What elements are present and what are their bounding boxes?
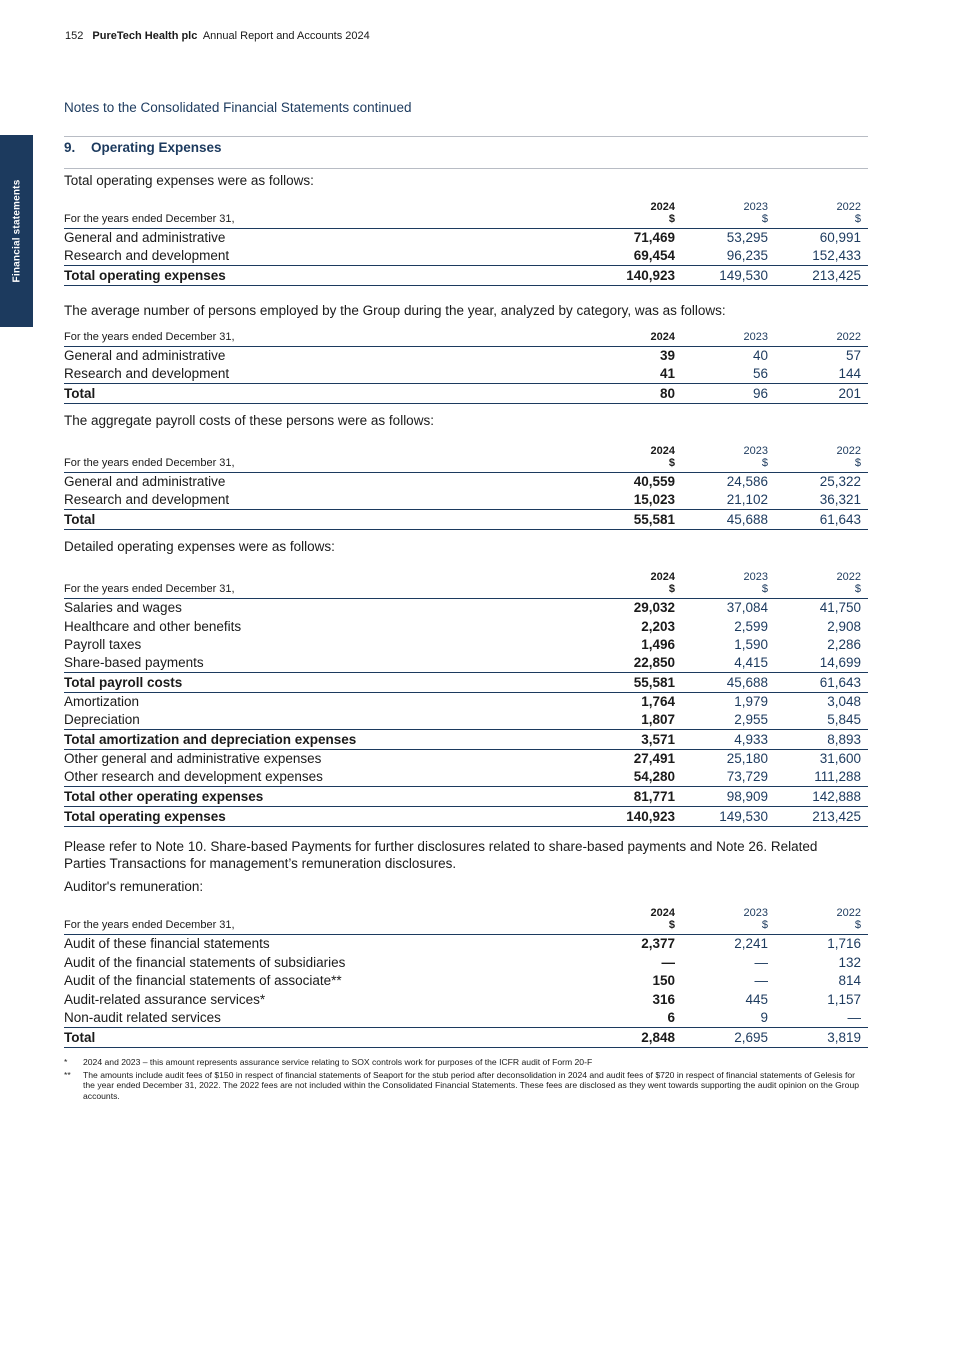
row-label: Audit of the financial statements of associate** [64,973,342,988]
table-row [64,750,868,769]
currency-label: $ [854,213,861,225]
total-row [64,384,868,404]
value-2024: 71,469 [633,230,675,245]
value-2023: 56 [752,366,768,381]
value-2024: 69,454 [633,248,675,263]
footnote-mark: * [64,1057,68,1067]
value-2022: 60,991 [819,230,861,245]
row-label: Research and development [64,366,230,381]
value-2022: 31,600 [819,751,861,766]
year-2022-header [768,907,868,935]
table-header-row [64,445,868,473]
footnote-mark: ** [64,1069,71,1080]
year-2024-header [595,571,675,599]
year-2022-header [768,571,868,599]
value-2022: — [847,1009,861,1025]
value-2024: 2,377 [641,936,675,951]
table-header-row [64,331,868,347]
currency-label: $ [668,919,675,931]
refer-paragraph: Please refer to Note 10. Share-based Payments for further disclosures related to share-based payments and Note 26. Related Parties Transactions for management’s remuneration disclosures. [64,839,818,871]
value-2024: 54,280 [633,769,675,784]
column-label-header: For the years ended December 31, [64,907,595,935]
value-2024: 40,559 [633,474,675,489]
value-2022: 814 [838,973,861,988]
table2-intro: The average number of persons employed by the Group during the year, analyzed by category, was as follows: [64,303,726,318]
running-header [65,30,370,42]
total-row [64,1027,868,1047]
row-label: Other general and administrative expenses [64,751,322,766]
table-row [64,247,868,266]
row-label: Share-based payments [64,655,204,670]
table1-intro: Total operating expenses were as follows: [64,173,314,188]
value-2022: 61,643 [768,510,868,530]
year-2023-header [675,571,768,599]
value-2022: 5,845 [827,712,861,727]
company-name: PureTech Health plc [92,30,198,42]
value-2024: — [661,954,675,970]
auditor-remuneration-table [64,907,868,1048]
table-header-row [64,201,868,229]
column-label-header: For the years ended December 31, [64,571,595,599]
value-2024: 6 [667,1009,675,1025]
value-2023: — [754,954,768,970]
year-label: 2023 [743,445,768,457]
value-2023: 4,415 [734,655,768,670]
row-label: Salaries and wages [64,600,182,615]
row-label: Total [64,1027,595,1047]
row-label: Research and development [64,492,230,507]
year-2024-header: 2024 [595,331,675,347]
year-2023-header: 2023 [675,331,768,347]
table-row [64,654,868,673]
value-2022: 3,048 [827,694,861,709]
value-2023: 73,729 [726,769,768,784]
value-2022: 2,908 [827,618,861,634]
value-2023: 96,235 [726,248,768,263]
currency-label: $ [668,457,675,469]
total-row [64,807,868,827]
table-header-row [64,907,868,935]
value-2024: 150 [652,973,675,988]
value-2023: 9 [760,1009,768,1025]
table-row [64,599,868,618]
value-2024: 316 [652,991,675,1007]
row-label: Audit of the financial statements of subsidiaries [64,954,346,970]
currency-label: $ [854,919,861,931]
value-2023: 1,979 [734,694,768,709]
value-2024: 55,581 [595,673,675,693]
value-2024: 1,807 [641,712,675,727]
page-number: 152 [65,30,84,42]
row-label: Other research and development expenses [64,769,323,784]
value-2023: 45,688 [675,510,768,530]
payroll-table [64,445,868,530]
value-2022: 57 [845,348,861,363]
value-2023: 53,295 [726,230,768,245]
year-2024-header [595,907,675,935]
row-label: Total [64,510,595,530]
value-2022: 111,288 [814,769,861,784]
row-label: General and administrative [64,230,226,245]
year-2023-header [675,201,768,229]
table-row [64,473,868,492]
currency-label: $ [668,583,675,595]
currency-label: $ [854,457,861,469]
table-row [64,972,868,991]
subtotal-row [64,673,868,693]
footnote-2 [64,1070,864,1102]
value-2022: 8,893 [768,730,868,750]
row-label: Total other operating expenses [64,787,595,807]
table3-intro: The aggregate payroll costs of these persons were as follows: [64,413,434,428]
table-row [64,347,868,366]
section-side-tab [0,135,33,327]
value-2023: 1,590 [734,637,768,652]
detailed-opex-table [64,571,868,827]
value-2024: 1,764 [641,694,675,709]
footnote-text: The amounts include audit fees of $150 in respect of financial statements of Seaport for the stub period after deconsolidation in 2024 and audit fees of $720 in respect of financial statements of Gelesis for the year ended December 31, 2022. The 2022 fees are not included within the Consolidated Financial Statements. These fees are disclosed as they went towards supporting the audit opinion on the Group accounts. [83,1069,859,1101]
value-2023: 149,530 [675,807,768,827]
value-2022: 1,716 [827,936,861,951]
value-2023: 40 [752,348,768,363]
currency-label: $ [854,583,861,595]
table-row [64,768,868,787]
row-label: Total operating expenses [64,807,595,827]
row-label: Audit-related assurance services* [64,991,266,1007]
value-2022: 132 [838,954,861,970]
section-title: Operating Expenses [91,140,222,155]
year-label: 2022 [836,907,861,919]
value-2024: 15,023 [633,492,675,507]
row-label: Payroll taxes [64,637,142,652]
value-2022: 25,322 [819,474,861,489]
table-row [64,365,868,384]
year-label: 2023 [743,201,768,213]
year-2022-header: 2022 [768,331,868,347]
value-2024: 1,496 [641,637,675,652]
value-2024: 140,923 [595,807,675,827]
value-2024: 39 [659,348,675,363]
footnote-text: 2024 and 2023 – this amount represents assurance service relating to SOX controls work for purposes of the ICFR audit of Form 20-F [83,1057,593,1067]
value-2022: 152,433 [812,248,861,263]
currency-label: $ [761,583,768,595]
section-number: 9. [64,140,76,155]
table-row [64,711,868,730]
value-2023: 2,955 [734,712,768,727]
currency-label: $ [761,213,768,225]
row-label: Total [64,384,595,404]
value-2022: 1,157 [827,991,861,1007]
value-2024: 27,491 [633,751,675,766]
year-label: 2024 [650,907,675,919]
total-opex-table [64,201,868,286]
row-label: General and administrative [64,348,226,363]
row-label: Audit of these financial statements [64,936,270,951]
value-2023: 24,586 [726,474,768,489]
value-2022: 142,888 [768,787,868,807]
table-row [64,693,868,712]
currency-label: $ [761,919,768,931]
currency-label: $ [668,213,675,225]
value-2023: 149,530 [675,266,768,286]
column-label-header: For the years ended December 31, [64,331,595,347]
currency-label: $ [761,457,768,469]
row-label: Total payroll costs [64,673,595,693]
table-row [64,1009,868,1028]
year-2024-header [595,445,675,473]
section-heading [64,136,868,169]
year-2024-header [595,201,675,229]
table-row [64,617,868,636]
value-2024: 22,850 [633,655,675,670]
table-row [64,491,868,510]
year-label: 2024 [650,445,675,457]
year-label: 2022 [836,445,861,457]
value-2023: 4,933 [675,730,768,750]
row-label: Depreciation [64,712,140,727]
side-tab-label: Financial statements [11,179,22,283]
value-2022: 36,321 [819,492,861,507]
row-label: Total amortization and depreciation expenses [64,730,595,750]
year-label: 2024 [650,201,675,213]
value-2022: 3,819 [768,1027,868,1047]
year-label: 2022 [836,571,861,583]
column-label-header: For the years ended December 31, [64,445,595,473]
value-2022: 201 [768,384,868,404]
value-2024: 80 [595,384,675,404]
notes-title: Notes to the Consolidated Financial Statements continued [64,100,412,115]
value-2024: 3,571 [595,730,675,750]
value-2022: 2,286 [827,637,861,652]
year-label: 2023 [743,907,768,919]
table-row [64,636,868,655]
value-2024: 2,203 [641,618,675,634]
row-label: Research and development [64,248,230,263]
value-2022: 61,643 [768,673,868,693]
table4-intro: Detailed operating expenses were as follows: [64,539,335,554]
subtotal-row [64,730,868,750]
value-2023: 2,599 [734,618,768,634]
value-2022: 213,425 [768,807,868,827]
value-2024: 140,923 [595,266,675,286]
value-2023: 25,180 [726,751,768,766]
table-row [64,229,868,248]
value-2024: 2,848 [595,1027,675,1047]
column-label-header: For the years ended December 31, [64,201,595,229]
value-2024: 81,771 [595,787,675,807]
year-2023-header [675,907,768,935]
year-label: 2024 [650,571,675,583]
value-2023: 445 [745,991,768,1007]
year-2022-header [768,201,868,229]
year-2022-header [768,445,868,473]
row-label: Non-audit related services [64,1009,221,1025]
value-2023: 96 [675,384,768,404]
footnote-1 [64,1057,864,1068]
table-row [64,990,868,1009]
value-2023: 37,084 [726,600,768,615]
value-2024: 55,581 [595,510,675,530]
total-row [64,266,868,286]
headcount-table [64,331,868,404]
table5-intro: Auditor's remuneration: [64,879,204,894]
value-2023: 2,241 [734,936,768,951]
year-label: 2022 [836,201,861,213]
value-2022: 213,425 [768,266,868,286]
row-label: Total operating expenses [64,266,595,286]
total-row [64,510,868,530]
value-2024: 29,032 [633,600,675,615]
footnotes [64,1057,864,1103]
report-name: Annual Report and Accounts 2024 [202,30,370,42]
value-2022: 14,699 [819,655,861,670]
value-2024: 41 [659,366,675,381]
table-header-row [64,571,868,599]
value-2023: — [754,973,768,988]
table-row [64,935,868,954]
row-label: Amortization [64,694,140,709]
year-label: 2023 [743,571,768,583]
value-2023: 98,909 [675,787,768,807]
value-2023: 2,695 [675,1027,768,1047]
value-2023: 45,688 [675,673,768,693]
row-label: General and administrative [64,474,226,489]
year-2023-header [675,445,768,473]
table-row [64,953,868,972]
value-2022: 41,750 [819,600,861,615]
value-2022: 144 [838,366,861,381]
subtotal-row [64,787,868,807]
row-label: Healthcare and other benefits [64,618,242,634]
value-2023: 21,102 [726,492,768,507]
